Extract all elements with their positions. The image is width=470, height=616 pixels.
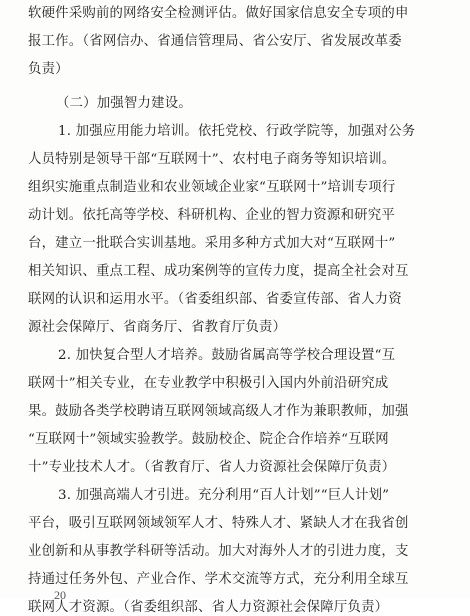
text-line: 十”专业技术人才。（省教育厅、省人力资源社会保障厅负责） <box>28 460 396 475</box>
text-line: 相关知识、重点工程、成功案例等的宣传力度，提高全社会对互 <box>28 264 409 279</box>
text-line: 持通过任务外包、产业合作、学术交流等方式，充分利用全球互 <box>28 572 409 587</box>
text-line: 台，建立一批联合实训基地。采用多种方式加大对“互联网十” <box>28 236 396 251</box>
text-line: 联网十”相关专业，在专业教学中积极引入国内外前沿研究成 <box>28 376 389 391</box>
text-line: 3. 加强高端人才引进。充分利用“百人计划”“巨人计划” <box>58 488 390 503</box>
text-line: 2. 加快复合型人才培养。鼓励省属高等学校合理设置“互 <box>58 348 396 363</box>
page-number: 20 <box>54 588 66 600</box>
text-line: 负责） <box>28 62 69 77</box>
text-line: 联网的认识和运用水平。（省委组织部、省委宣传部、省人力资 <box>28 292 402 307</box>
text-line: 联网人才资源。（省委组织部、省人力资源社会保障厅负责） <box>28 600 389 615</box>
section-heading: （二）加强智力建设。 <box>56 96 192 111</box>
text-line: 1. 加强应用能力培训。依托党校、行政学院等，加强对公务 <box>58 124 416 139</box>
text-line: 人员特别是领导干部“互联网十”、农村电子商务等知识培训。 <box>28 152 396 167</box>
text-line: 动计划。依托高等学校、科研机构、企业的智力资源和研究平 <box>28 208 395 223</box>
text-line: 软硬件采购前的网络安全检测评估。做好国家信息安全专项的申 <box>28 6 409 21</box>
text-line: 报工作。（省网信办、省通信管理局、省公安厅、省发展改革委 <box>28 34 402 49</box>
text-line: 源社会保障厅、省商务厅、省教育厅负责） <box>28 320 287 335</box>
text-line: “互联网十”领域实验教学。鼓励校企、院企合作培养“互联网 <box>28 432 389 447</box>
text-line: 果。鼓励各类学校聘请互联网领域高级人才作为兼职教师，加强 <box>28 404 409 419</box>
text-line: 业创新和从事教学科研等活动。加大对海外人才的引进力度，支 <box>28 544 409 559</box>
text-line: 组织实施重点制造业和农业领域企业家“互联网十”培训专项行 <box>28 180 396 195</box>
text-line: 平台，吸引互联网领域领军人才、特殊人才、紧缺人才在我省创 <box>28 516 409 531</box>
